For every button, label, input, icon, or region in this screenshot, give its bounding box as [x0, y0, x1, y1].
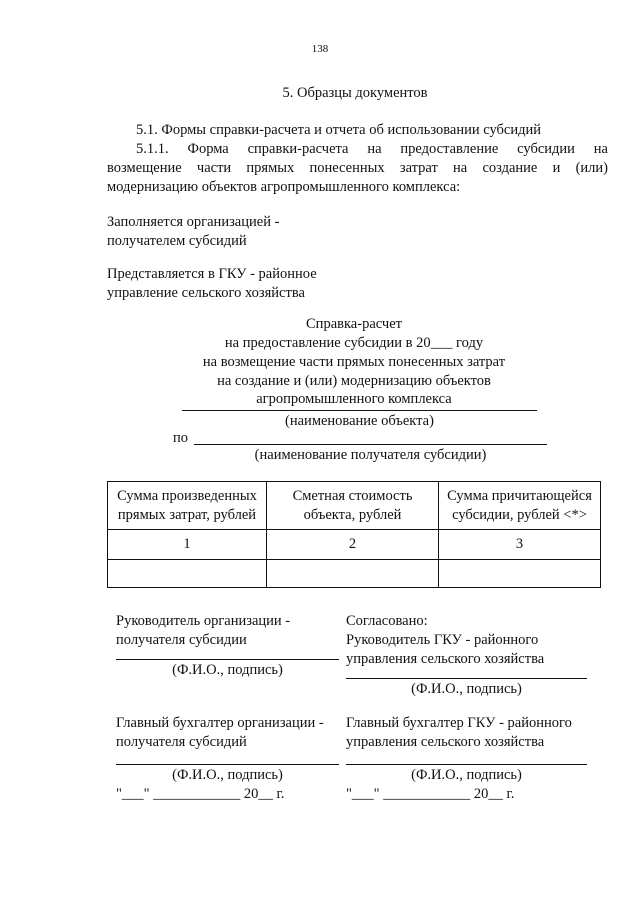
submitted-to-line1: Представляется в ГКУ - районное: [107, 266, 317, 282]
form-title-line2: на предоставление субсидии в 20___ году: [224, 335, 484, 351]
header-subsidy-amount-line1: Сумма причитающейся: [447, 487, 592, 504]
section-title: 5. Образцы документов: [282, 85, 428, 101]
cell-subsidy-amount: [439, 560, 601, 588]
right-head-fio-caption: (Ф.И.О., подпись): [411, 681, 522, 697]
header-direct-costs-line2: прямых затрат, рублей: [117, 506, 257, 523]
po-label: по: [173, 430, 189, 446]
right-date-line: "___" ____________ 20__ г.: [346, 786, 515, 802]
table-number-row: [108, 530, 601, 560]
filled-by-line1: Заполняется организацией -: [107, 214, 280, 230]
recipient-name-blank: [194, 444, 547, 445]
header-estimated-cost-line2: объекта, рублей: [303, 506, 402, 523]
form-title-line3: на возмещение части прямых понесенных затрат: [202, 354, 506, 370]
object-name-blank: [182, 410, 537, 411]
object-name-caption: (наименование объекта): [285, 413, 434, 429]
subsection-title: 5.1. Формы справки-расчета и отчета об использовании субсидий: [136, 122, 542, 138]
right-accountant-fio-caption: (Ф.И.О., подпись): [411, 767, 522, 783]
cell-estimated-cost: [267, 560, 439, 588]
left-accountant-line2: получателя субсидий: [116, 734, 247, 750]
column-number-2: 2: [267, 530, 439, 560]
column-number-1: 1: [108, 530, 267, 560]
column-number-3: 3: [439, 530, 601, 560]
item-text-line1: 5.1.1. Форма справки-расчета на предоставление субсидии на: [136, 141, 608, 157]
page-number: 138: [311, 43, 329, 55]
left-accountant-fio-caption: (Ф.И.О., подпись): [172, 767, 283, 783]
form-title-line4: на создание и (или) модернизацию объектов: [217, 373, 491, 389]
filled-by-line2: получателем субсидий: [107, 233, 247, 249]
form-title-line1: Справка-расчет: [306, 316, 402, 332]
left-head-fio-caption: (Ф.И.О., подпись): [172, 662, 283, 678]
header-subsidy-amount-line2: субсидии, рублей <*>: [452, 506, 587, 523]
agreed-label: Согласовано:: [346, 613, 428, 629]
right-head-line2: управления сельского хозяйства: [346, 651, 545, 667]
recipient-name-caption: (наименование получателя субсидии): [254, 447, 487, 463]
left-date-line: "___" ____________ 20__ г.: [116, 786, 285, 802]
header-direct-costs: [108, 482, 267, 530]
right-head-signature-line: [346, 678, 587, 679]
header-estimated-cost-line1: Сметная стоимость: [292, 487, 413, 504]
left-accountant-line1: Главный бухгалтер организации -: [116, 715, 324, 731]
item-text-line3: модернизацию объектов агропромышленного комплекса:: [107, 179, 461, 195]
table-data-row: [108, 560, 601, 588]
submitted-to-line2: управление сельского хозяйства: [107, 285, 305, 301]
right-accountant-signature-line: [346, 764, 587, 765]
right-head-line1: Руководитель ГКУ - районного: [346, 632, 539, 648]
form-title-line5: агропромышленного комплекса: [256, 391, 452, 407]
left-head-line1: Руководитель организации -: [116, 613, 291, 629]
item-text-line2: возмещение части прямых понесенных затрат на создание и (или): [107, 160, 608, 176]
right-accountant-line2: управления сельского хозяйства: [346, 734, 545, 750]
table-header-row: [108, 482, 601, 530]
right-accountant-line1: Главный бухгалтер ГКУ - районного: [346, 715, 572, 731]
header-estimated-cost: [267, 482, 439, 530]
header-direct-costs-line1: Сумма произведенных: [117, 487, 257, 504]
calculation-table: [107, 481, 601, 588]
left-head-line2: получателя субсидии: [116, 632, 247, 648]
cell-direct-costs: [108, 560, 267, 588]
header-subsidy-amount: [439, 482, 601, 530]
left-accountant-signature-line: [116, 764, 339, 765]
left-head-signature-line: [116, 659, 339, 660]
